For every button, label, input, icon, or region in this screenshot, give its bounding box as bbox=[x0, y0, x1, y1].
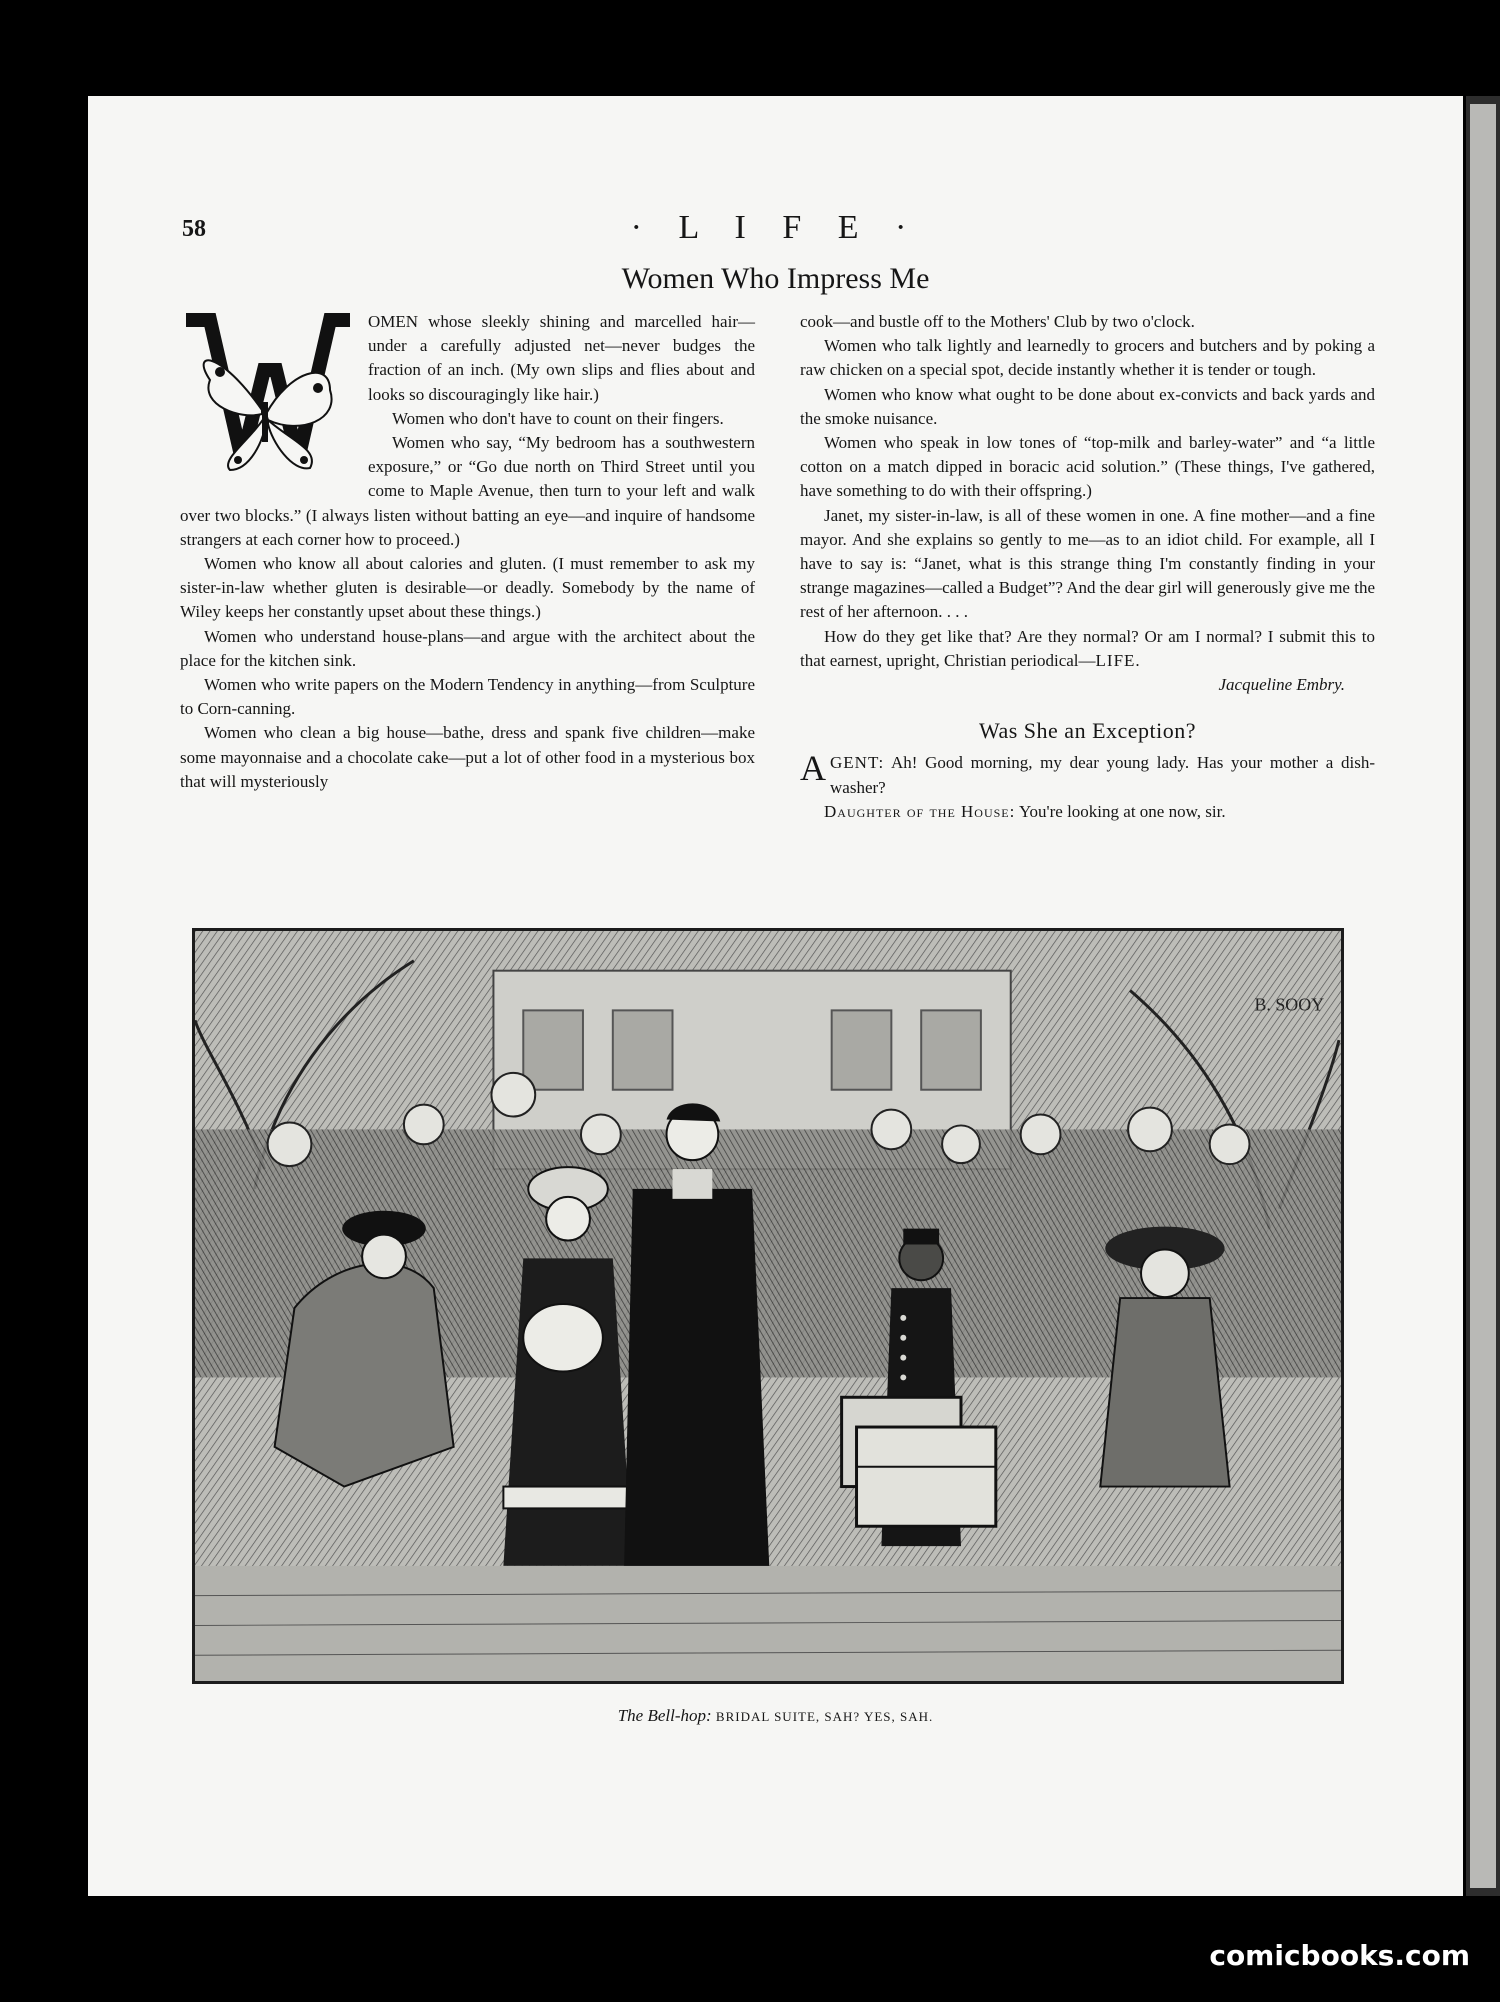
agent-label: GENT: bbox=[830, 753, 885, 773]
paragraph-8: cook—and bustle off to the Mothers' Club by two o'clock. bbox=[800, 312, 1195, 331]
paragraph-7: Women who clean a big house—bathe, dress and spank five children—make some mayonnaise and a chocolate cake—put a lot of other food in a mysterious box that will mysteriously bbox=[180, 723, 755, 791]
daughter-line bbox=[800, 800, 1375, 824]
closing-source: LIFE. bbox=[1095, 650, 1141, 670]
agent-text: Ah! Good morning, my dear young lady. Has your mother a dish-washer? bbox=[830, 753, 1376, 797]
paragraph-12: Janet, my sister-in-law, is all of these women in one. A fine mother—and a fine mayor. And she explains so gently to me—as to an idiot child. For example, all I have to say is: “Janet, what is this strange thing I'm constantly finding in your strange magazines—called a Budget”? And the dear girl will generously give me the rest of her afternoon. . . . bbox=[800, 505, 1375, 622]
paragraph-13-text: How do they get like that? Are they normal? Or am I normal? I submit this to that earnest, upright, Christian periodical— bbox=[800, 626, 1375, 670]
butterfly-dropcap-icon bbox=[180, 310, 354, 478]
illustration-caption bbox=[88, 1706, 1463, 1726]
artist-signature: B. SOOY bbox=[1254, 994, 1325, 1015]
paragraph-6: Women who write papers on the Modern Tendency in anything—from Sculpture to Corn-canning. bbox=[180, 675, 755, 719]
paragraph-13 bbox=[800, 625, 1375, 673]
caption-lead: The Bell-hop: bbox=[617, 1706, 712, 1725]
article-title: Women Who Impress Me bbox=[621, 262, 930, 295]
agent-line bbox=[800, 748, 1376, 799]
magazine-page bbox=[88, 96, 1463, 1896]
paragraph-4: Women who know all about calories and gluten. (I must remember to ask my sister-in-law whether gluten is desirable—or deadly. Somebody by the name of Wiley keeps her constantly upset about these things.) bbox=[180, 554, 755, 622]
paragraph-3: Women who say, “My bedroom has a southwestern exposure,” or “Go due north on Third Street until you come to Maple Avenue, then turn to your left and walk over two blocks.” (I always listen without batting an eye—and inquire of handsome strangers at each corner how to proceed.) bbox=[180, 433, 755, 549]
page-number: 58 bbox=[182, 216, 206, 242]
paragraph-9: Women who talk lightly and learnedly to grocers and butchers and by poking a raw chicken on a special spot, decide instantly whether it is tender or tough. bbox=[800, 336, 1375, 380]
hotel-lobby-illustration bbox=[192, 928, 1344, 1684]
paragraph-10: Women who know what ought to be done about ex-convicts and back yards and the smoke nuisance. bbox=[800, 384, 1375, 428]
right-column bbox=[800, 310, 1375, 824]
caption-text: BRIDAL SUITE, SAH? YES, SAH. bbox=[715, 1709, 934, 1724]
paragraph-1: OMEN whose sleekly shining and marcelled hair—under a carefully adjusted net—never budges the fraction of an inch. (My own slips and flies about and looks so discouragingly like hair.) bbox=[368, 312, 755, 404]
agent-dropcap: A bbox=[800, 748, 826, 789]
paragraph-11: Women who speak in low tones of “top-milk and barley-water” and “a little cotton on a match dipped in boracic acid solution.” (These things, I've gathered, have something to do with their offspring.) bbox=[800, 433, 1375, 501]
masthead: · L I F E · bbox=[630, 209, 921, 246]
paragraph-2: Women who don't have to count on their fingers. bbox=[392, 408, 724, 428]
daughter-text: You're looking at one now, sir. bbox=[1018, 801, 1226, 821]
left-column bbox=[180, 310, 755, 794]
daughter-label: Daughter of the House: bbox=[824, 801, 1016, 821]
site-watermark: comicbooks.com bbox=[1209, 1939, 1470, 1972]
paragraph-5: Women who understand house-plans—and argue with the architect about the place for the kitchen sink. bbox=[180, 626, 755, 670]
next-page-edge-inner bbox=[1470, 104, 1496, 1888]
author-signature: Jacqueline Embry. bbox=[1218, 675, 1345, 695]
second-piece-title: Was She an Exception? bbox=[978, 718, 1197, 744]
